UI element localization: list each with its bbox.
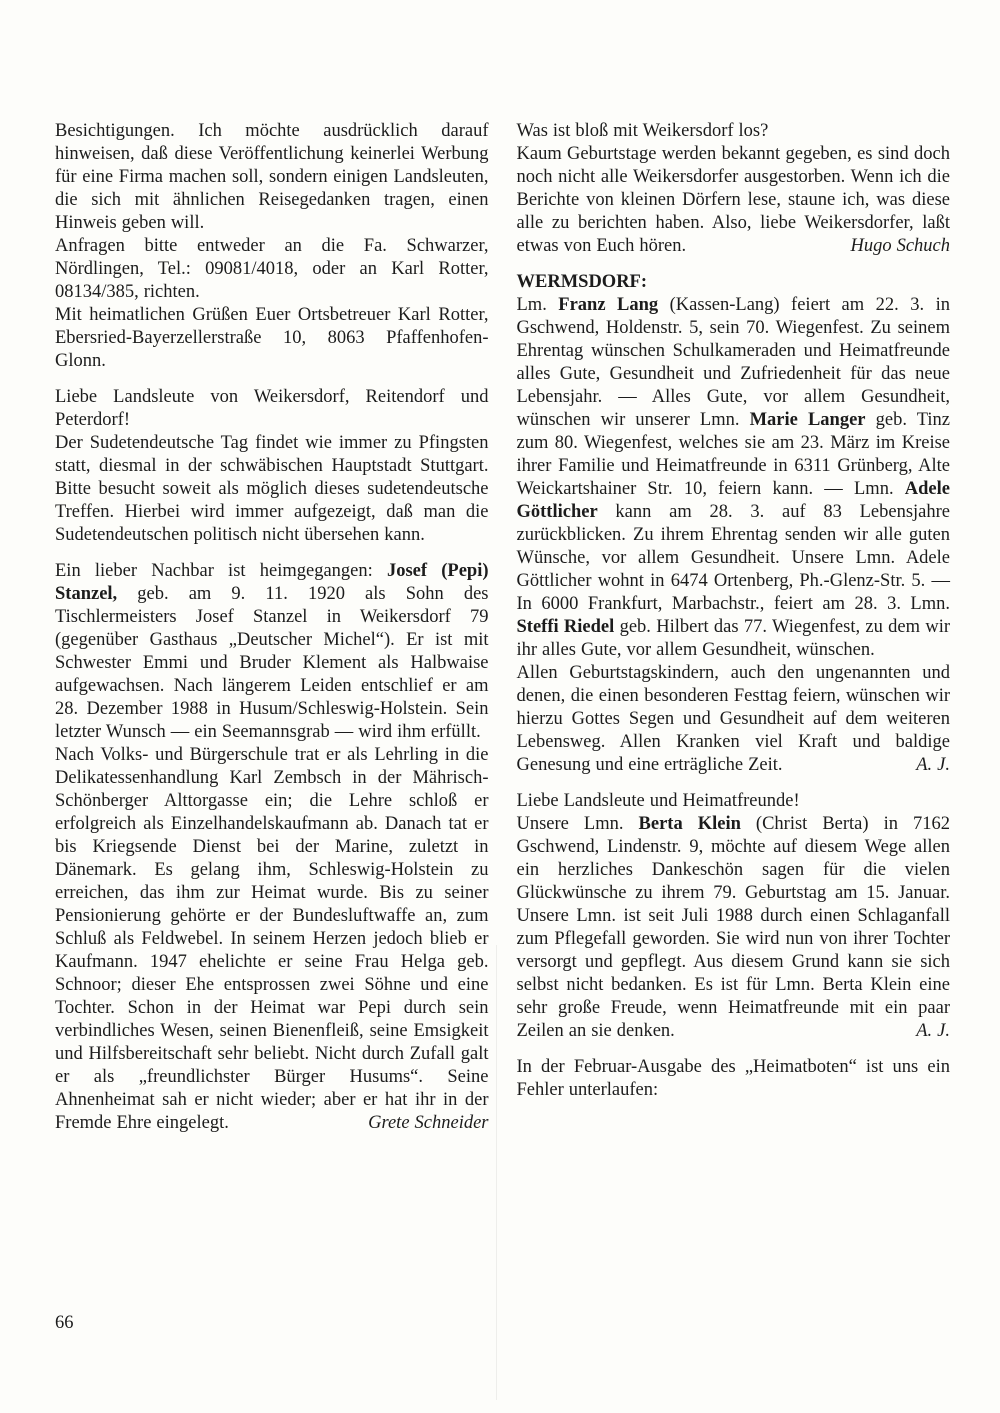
paragraph	[517, 1056, 951, 1102]
text-run: (Kassen-Lang) feiert am 22. 3. in Gschwend, Holdenstr. 5, sein 70. Wiegenfest. Zu seinem Ehrentag wünschen Schulkameraden und Heimatfreunde alles Gute, Gesundheit und Zufriedenheit für das neue Lebensjahr. — Alles Gute, vor allem Gesundheit, wünschen wir unserer Lmn.	[516, 295, 950, 430]
paragraph	[55, 235, 489, 304]
text-run: WERMSDORF:	[516, 272, 648, 292]
text-run: Anfragen bitte entweder an die Fa. Schwarzer, Nördlingen, Tel.: 09081/4018, oder an Karl Rotter, 08134/385, richten.	[55, 236, 489, 302]
signature: A. J.	[916, 755, 950, 775]
column-right	[517, 120, 951, 1135]
emphasized-name: Berta Klein	[638, 814, 741, 834]
paragraph	[517, 120, 951, 143]
paragraph	[517, 813, 951, 1043]
text-run: (Christ Berta) in 7162 Gschwend, Lindenstr. 9, möchte auf diesem Wege allen ein herzliches Dankeschön sagen für die vielen Glückwünsche zu ihrem 79. Geburtstag am 15. Januar. Unsere Lmn. ist seit Juli 1988 durch einen Schlaganfall zum Pflegefall geworden. Sie wird nun von ihrer Tochter versorgt und gepflegt. Aus diesem Grund kann sie sich selbst nicht bedanken. Es ist für Lmn. Berta Klein eine sehr große Freude, wenn Heimatfreunde mit ein paar Zeilen an sie denken.	[516, 814, 950, 1041]
text-run: Ein lieber Nachbar ist heimgegangen:	[55, 561, 387, 581]
paragraph	[55, 120, 489, 235]
text-run: Lm.	[516, 295, 559, 315]
text-run: In der Februar-Ausgabe des „Heimatboten“ ist uns ein Fehler unterlaufen:	[516, 1057, 950, 1100]
paragraph	[55, 304, 489, 373]
page-number: 66	[55, 1313, 74, 1333]
text-run: geb. Tinz zum 80. Wiegenfest, welches sie am 23. März im Kreise ihrer Familie und Heimatfreunde in 6311 Grünberg, Alte Weickartshainer Str. 10, feiern kann. — Lmn.	[516, 410, 950, 499]
signature: Hugo Schuch	[850, 236, 950, 256]
text-run: Unsere Lmn.	[516, 814, 639, 834]
text-run: Der Sudetendeutsche Tag findet wie immer zu Pfingsten statt, diesmal in der schwäbischen Hauptstadt Stuttgart. Bitte besucht soweit als möglich dieses sudetendeutsche Treffen. Hierbei wird immer aufgezeigt, daß man die Sudetendeutschen politisch nicht übersehen kann.	[55, 433, 489, 545]
text-run: Liebe Landsleute und Heimatfreunde!	[516, 791, 800, 811]
text-run: kann am 28. 3. auf 83 Lebensjahre zurückblicken. Zu ihrem Ehrentag senden wir alle guten Wünsche, vor allem Gesundheit. Unsere Lmn. Adele Göttlicher wohnt in 6474 Ortenberg, Ph.-Glenz-Str. 5. — In 6000 Frankfurt, Marbachstr., feiert am 28. 3. Lmn.	[516, 502, 950, 614]
paragraph	[517, 662, 951, 777]
section-heading	[517, 271, 951, 294]
paragraph	[55, 432, 489, 547]
text-run: Allen Geburtstagskindern, auch den ungenannten und denen, die einen besonderen Festtag feiern, wünschen wir hierzu Gottes Segen und Gesundheit auf dem weiteren Lebensweg. Allen Kranken viel Kraft und baldige Genesung und eine erträgliche Zeit.	[516, 663, 950, 775]
emphasized-name: Marie Langer	[749, 410, 866, 430]
paragraph	[517, 790, 951, 813]
text-run: Nach Volks- und Bürgerschule trat er als Lehrling in die Delikatessenhandlung Karl Zembsch in der Mährisch-Schönberger Alttorgasse ein; die Lehre schloß er erfolgreich als Einzelhandelskaufmann ab. Danach tat er bis Kriegsende Dienst bei der Marine, zuletzt in Dänemark. Es gelang ihm, Schleswig-Holstein zu erreichen, das ihm zur Heimat wurde. Bis zu seiner Pensionierung gehörte er der Bundesluftwaffe an, zum Schluß als Feldwebel. In seinem Herzen jedoch blieb er Kaufmann. 1947 ehelichte er seine Frau Helga geb. Schnoor; dieser Ehe entsprossen zwei Söhne und eine Tochter. Schon in der Heimat war Pepi durch sein verbindliches Wesen, seinen Bienenfleiß, seine Emsigkeit und Hilfsbereitschaft sehr beliebt. Nicht durch Zufall galt er als „freundlichster Bürger Husums“. Seine Ahnenheimat sah er nicht wieder; aber er hat ihr in der Fremde Ehre eingelegt.	[55, 745, 489, 1133]
paragraph	[55, 560, 489, 744]
text-run: geb. Hilbert das 77. Wiegenfest, zu dem wir ihr alles Gute, vor allem Gesundheit, wünschen.	[516, 617, 950, 660]
column-left	[55, 120, 489, 1135]
emphasized-name: Franz Lang	[558, 295, 659, 315]
text-run: geb. am 9. 11. 1920 als Sohn des Tischlermeisters Josef Stanzel in Weikersdorf 79 (gegenüber Gasthaus „Deutscher Michel“). Er ist mit Schwester Emmi und Bruder Klement als Halbwaise aufgewachsen. Nach längerem Leiden entschlief er am 28. Dezember 1988 in Husum/Schleswig-Holstein. Sein letzter Wunsch — ein Seemannsgrab — wird ihm erfüllt.	[55, 584, 489, 742]
scan-fold-artifact	[496, 945, 497, 1400]
signature: A. J.	[916, 1021, 950, 1041]
emphasized-name: Josef (Pepi) Stanzel,	[55, 561, 489, 604]
text-run: Kaum Geburtstage werden bekannt gegeben, es sind doch noch nicht alle Weikersdorfer ausgestorben. Wenn ich die Berichte von kleinen Dörfern lese, staune ich, was diese alle zu berichten haben. Also, liebe Weikersdorfer, laßt etwas von Euch hören.	[516, 144, 950, 256]
paragraph	[517, 294, 951, 662]
signature: Grete Schneider	[368, 1113, 489, 1133]
paragraph	[55, 386, 489, 432]
text-columns	[55, 120, 950, 1135]
text-run: Liebe Landsleute von Weikersdorf, Reitendorf und Peterdorf!	[55, 387, 489, 430]
emphasized-name: Adele Göttlicher	[516, 479, 950, 522]
paragraph	[55, 744, 489, 1135]
text-run: Was ist bloß mit Weikersdorf los?	[516, 121, 769, 141]
emphasized-name: Steffi Riedel	[516, 617, 615, 637]
text-run: Besichtigungen. Ich möchte ausdrücklich darauf hinweisen, daß diese Veröffentlichung keinerlei Werbung für eine Firma machen soll, sondern einigen Landsleuten, die sich mit ähnlichen Reisegedanken tragen, einen Hinweis geben will.	[55, 121, 489, 233]
text-run: Mit heimatlichen Grüßen Euer Ortsbetreuer Karl Rotter, Ebersried-Bayerzellerstraße 10, 8063 Pfaffenhofen-Glonn.	[55, 305, 489, 371]
paragraph	[517, 143, 951, 258]
